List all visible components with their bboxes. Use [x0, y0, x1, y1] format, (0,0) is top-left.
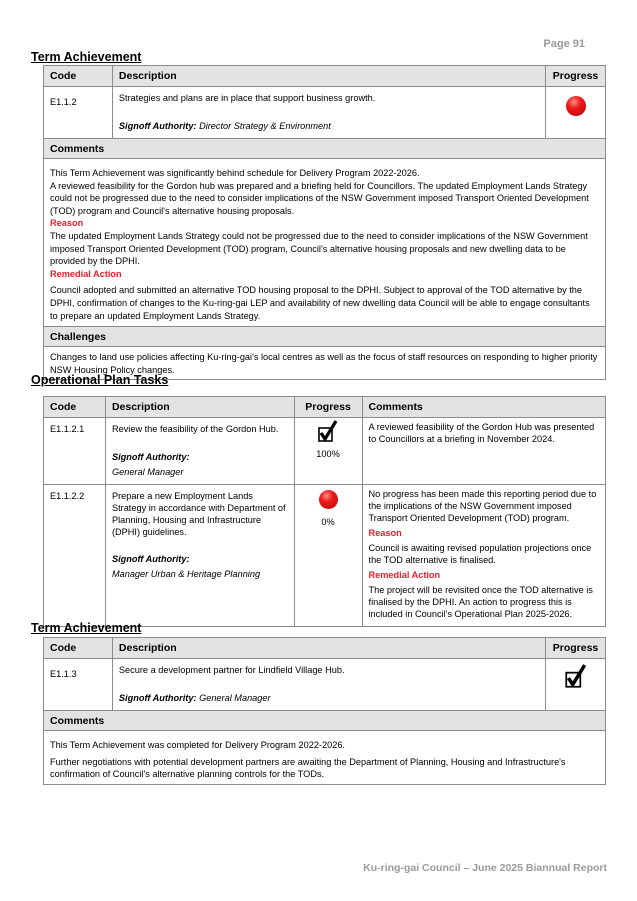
footer: Ku-ring-gai Council – June 2025 Biannual Report: [363, 862, 607, 874]
remedial-text: Council adopted and submitted an alternative TOD housing proposal to the DPHI. Subject to approval of the TOD alternative by the DPHI, confirmation of changes to the Ku-ring-gai LEP and availability of new dwelling data Council will be able to engage consultants to prepare an updated Employment Lands Strategy.: [50, 285, 590, 321]
reason-text: The updated Employment Lands Strategy could not be progressed due to the need to consider implications of the NSW Government imposed Transport Oriented Development (TOD) program, Council's alternative housing proposals and new dwelling data to be provided by the DPHI.: [50, 230, 588, 267]
signoff-label: Signoff Authority:: [118, 693, 197, 703]
progress-cell: [546, 659, 606, 711]
code-header: Code: [44, 638, 113, 659]
checkbox-tick-icon: [317, 420, 339, 444]
table-row: [44, 418, 606, 485]
description-header: Description: [105, 397, 294, 418]
remedial-label: Remedial Action: [50, 268, 122, 279]
term-description-cell: [112, 87, 545, 139]
signoff-line: [119, 692, 539, 704]
term-code: E1.1.3: [44, 659, 113, 711]
term-achievement-heading: Term Achievement: [31, 50, 142, 64]
signoff-line: [119, 120, 539, 132]
term-description: Strategies and plans are in place that support business growth.: [118, 93, 376, 103]
red-circle-icon: [566, 96, 586, 116]
reason-text: Council is awaiting revised population projections once the TOD alternative is finalised.: [368, 543, 592, 565]
signoff-value: General Manager: [199, 693, 271, 703]
progress-header: Progress: [546, 66, 606, 87]
task-comment: A reviewed feasibility of the Gordon Hub was presented to Councillors at a briefing in November 2024.: [362, 418, 605, 485]
progress-percent: 100%: [316, 449, 340, 459]
remedial-label: Remedial Action: [368, 570, 441, 580]
term-achievement-heading: Term Achievement: [31, 621, 142, 635]
signoff-label: Signoff Authority:: [118, 121, 197, 131]
comment-paragraph: This Term Achievement was significantly behind schedule for Delivery Program 2022-2026.: [50, 168, 420, 178]
comment-paragraph: Further negotiations with potential development partners are awaiting the Department of Planning, Housing and Infrastructure's confirmation of Council's alternative planning controls for the TODs.: [50, 756, 566, 780]
reason-label: Reason: [50, 218, 84, 229]
signoff-value: Manager Urban & Heritage Planning: [111, 569, 261, 579]
description-header: Description: [112, 638, 545, 659]
term-achievement-table: [43, 637, 606, 785]
signoff-value: Director Strategy & Environment: [199, 121, 331, 131]
code-header: Code: [44, 397, 106, 418]
progress-header: Progress: [294, 397, 362, 418]
code-header: Code: [44, 66, 113, 87]
progress-header: Progress: [546, 638, 606, 659]
red-circle-icon: [319, 490, 338, 509]
comments-header: Comments: [44, 711, 606, 731]
comments-body: [44, 731, 606, 785]
term-achievement-table: [43, 65, 606, 380]
task-description-cell: [105, 485, 294, 627]
challenges-header: Challenges: [44, 327, 606, 347]
signoff-label: Signoff Authority:: [111, 554, 190, 564]
task-code: E1.1.2.2: [44, 485, 106, 627]
term-description: Secure a development partner for Lindfield Village Hub.: [118, 665, 345, 675]
reason-label: Reason: [368, 528, 402, 538]
operational-plan-table: [43, 396, 606, 627]
signoff-label: Signoff Authority:: [111, 452, 190, 462]
progress-cell: [294, 418, 362, 485]
term-code: E1.1.2: [44, 87, 113, 139]
comment-paragraph: This Term Achievement was completed for Delivery Program 2022-2026.: [50, 740, 345, 750]
comments-header: Comments: [362, 397, 605, 418]
progress-cell: [294, 485, 362, 627]
checkbox-tick-icon: [564, 664, 588, 690]
comments-header: Comments: [44, 139, 606, 159]
task-comment: No progress has been made this reporting period due to the implications of the NSW Government imposed Transport Oriented Development (TOD) program.: [368, 489, 597, 523]
challenges-body: Changes to land use policies affecting Ku-ring-gai's local centres as well as the focus of staff resources on responding to higher priority NSW Housing Policy changes.: [44, 347, 606, 380]
progress-percent: 0%: [321, 517, 335, 527]
task-code: E1.1.2.1: [44, 418, 106, 485]
comments-body: [44, 159, 606, 327]
task-description: Prepare a new Employment Lands Strategy in accordance with Department of Planning, Housing and Infrastructure (DPHI) guidelines.: [111, 491, 286, 537]
remedial-text: The project will be revisited once the TOD alternative is finalised by the DPHI. An action to progress this is included in Council's Operational Plan 2025-2026.: [368, 585, 593, 619]
signoff-value: General Manager: [111, 467, 184, 477]
term-description-cell: [112, 659, 545, 711]
task-description: Review the feasibility of the Gordon Hub.: [111, 424, 279, 434]
page-number: Page 91: [543, 38, 585, 50]
table-row: [44, 485, 606, 627]
progress-cell: [546, 87, 606, 139]
task-comment-cell: [362, 485, 605, 627]
description-header: Description: [112, 66, 545, 87]
comment-paragraph: A reviewed feasibility for the Gordon hub was prepared and a briefing held for Councillors. The updated Employment Lands Strategy could not be progressed due to the need to consider implications of the NSW Government imposed Transport Oriented Development (TOD) program and Council's alternative housing proposals.: [50, 180, 589, 216]
operational-plan-heading: Operational Plan Tasks: [31, 373, 169, 387]
task-description-cell: [105, 418, 294, 485]
